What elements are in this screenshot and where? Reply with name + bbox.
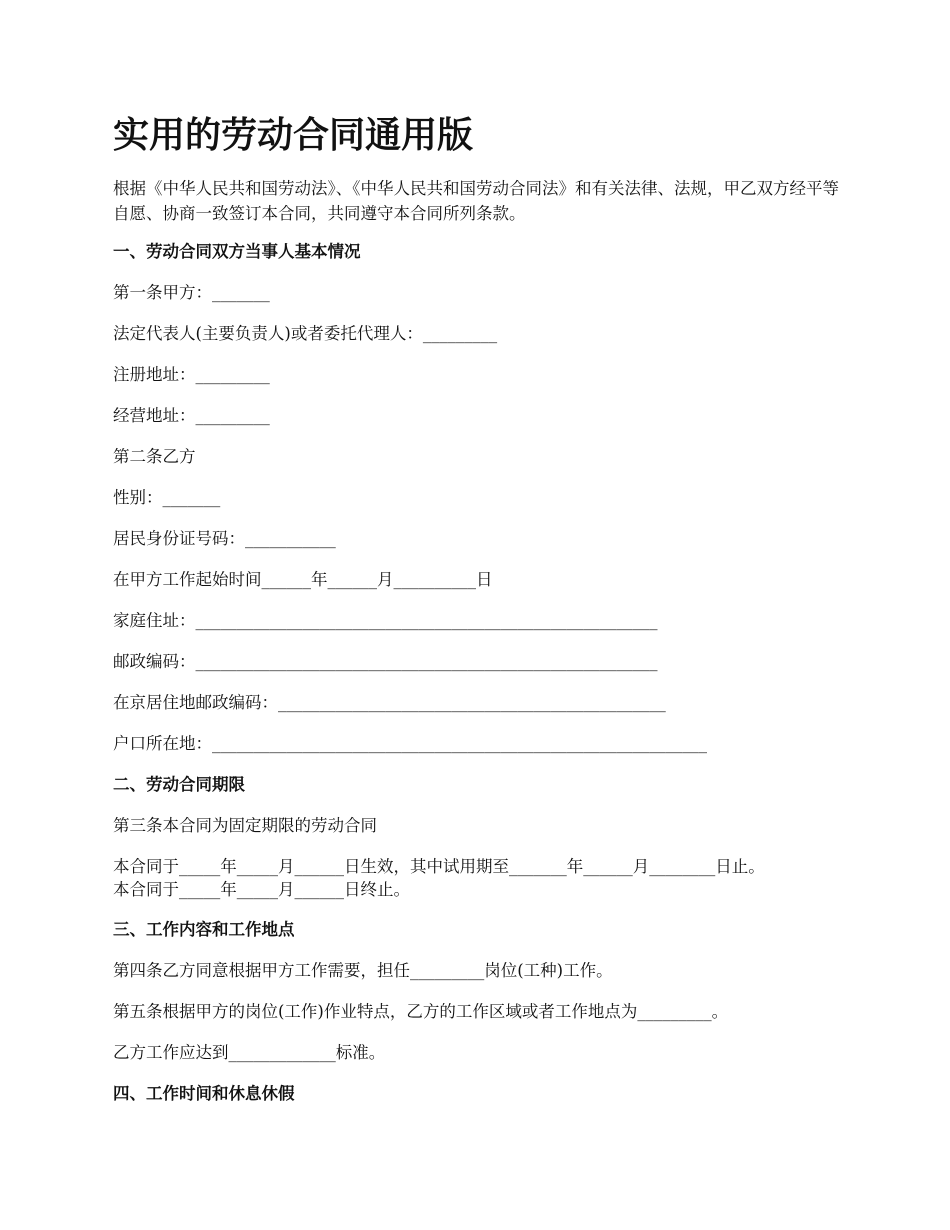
section-heading-parties: 一、劳动合同双方当事人基本情况	[113, 242, 361, 261]
intro-paragraph: 根据《中华人民共和国劳动法》、《中华人民共和国劳动合同法》和有关法律、法规，甲乙双方经平等自愿、协商一致签订本合同，共同遵守本合同所列条款。	[113, 179, 839, 223]
party-b-line: 第二条乙方	[113, 447, 196, 466]
work-location-line: 第五条根据甲方的岗位(工作)作业特点，乙方的工作区域或者工作地点为_________。	[113, 1002, 729, 1021]
id-number-line: 居民身份证号码：___________	[113, 529, 336, 548]
business-address-line: 经营地址：_________	[113, 406, 270, 425]
contract-type-line: 第三条本合同为固定期限的劳动合同	[113, 816, 377, 835]
termination-date-line: 本合同于_____年_____月______日终止。	[113, 880, 410, 899]
start-date-line: 在甲方工作起始时间______年______月__________日	[113, 570, 493, 589]
legal-representative-line: 法定代表人(主要负责人)或者委托代理人：_________	[113, 324, 498, 343]
document-title: 实用的劳动合同通用版	[113, 115, 474, 156]
postal-code-line: 邮政编码：________________________________________________________	[113, 652, 658, 671]
household-registration-line: 户口所在地：____________________________________________________________	[113, 734, 707, 753]
position-line: 第四条乙方同意根据甲方工作需要，担任_________岗位(工种)工作。	[113, 961, 613, 980]
home-address-line: 家庭住址：________________________________________________________	[113, 611, 658, 630]
document-page	[113, 108, 843, 1123]
beijing-postal-code-line: 在京居住地邮政编码：_______________________________________________	[113, 693, 666, 712]
party-a-line: 第一条甲方：_______	[113, 283, 270, 302]
gender-line: 性别：_______	[113, 488, 221, 507]
contract-period-block	[113, 855, 843, 901]
section-heading-term: 二、劳动合同期限	[113, 775, 245, 794]
section-heading-hours: 四、工作时间和休息休假	[113, 1084, 295, 1103]
registered-address-line: 注册地址：_________	[113, 365, 270, 384]
section-heading-work: 三、工作内容和工作地点	[113, 920, 295, 939]
effective-date-line: 本合同于_____年_____月______日生效，其中试用期至_______年______月________日止。	[113, 857, 765, 876]
work-standard-line: 乙方工作应达到_____________标准。	[113, 1043, 386, 1062]
